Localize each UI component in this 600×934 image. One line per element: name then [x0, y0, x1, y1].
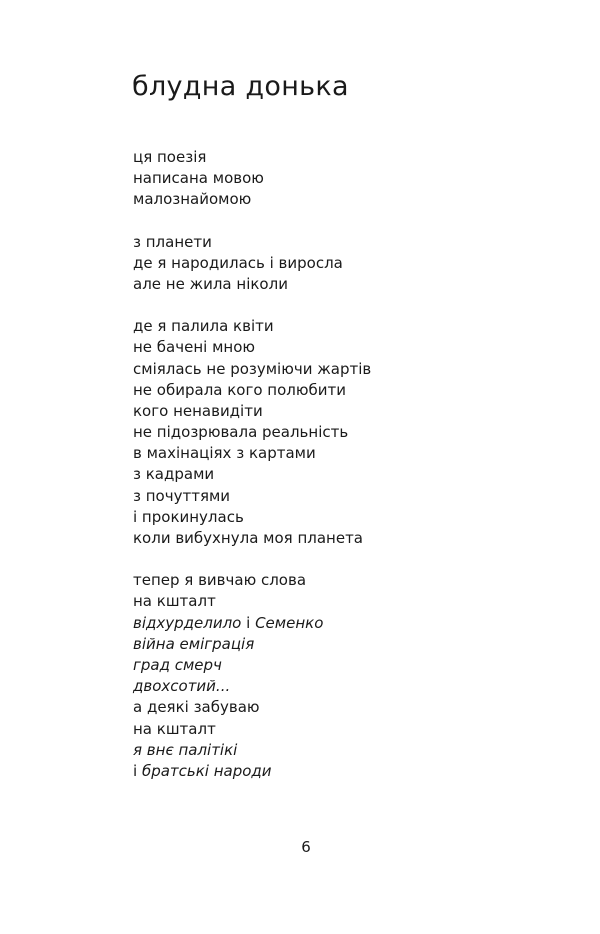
poem-line — [133, 676, 553, 697]
poem-line — [133, 189, 553, 210]
poem-line — [133, 359, 553, 380]
stanza — [133, 316, 553, 549]
line-text-italic: братські народи — [141, 761, 272, 780]
line-text: і прокинулась — [133, 507, 244, 526]
poem-line — [133, 740, 553, 761]
poem-line — [133, 464, 553, 485]
line-text-italic: двохсотий... — [133, 677, 231, 696]
line-text: не обирала кого полюбити — [133, 380, 346, 399]
poem-line — [133, 422, 553, 443]
stanza — [133, 232, 553, 296]
line-text: де я народилась і виросла — [133, 253, 343, 272]
line-text-italic: війна еміграція — [133, 634, 255, 653]
line-text: і — [133, 761, 142, 780]
line-text: написана мовою — [133, 169, 264, 188]
line-text-italic: я внє палітікі — [133, 740, 238, 759]
poem-line — [133, 253, 553, 274]
line-text: з планети — [133, 232, 212, 251]
poem-body — [133, 147, 553, 803]
line-text: і — [241, 613, 256, 632]
poem-line — [133, 147, 553, 168]
poem-line — [133, 719, 553, 740]
poem-line — [133, 570, 553, 591]
poem-line — [133, 697, 553, 718]
line-text: тепер я вивчаю слова — [133, 571, 307, 590]
line-text: малознайомою — [133, 190, 252, 209]
line-text: з кадрами — [133, 465, 215, 484]
line-text: на кшталт — [133, 592, 216, 611]
stanza — [133, 570, 553, 782]
line-text: коли вибухнула моя планета — [133, 529, 364, 547]
line-text: кого ненавидіти — [133, 401, 263, 420]
line-text: ця поезія — [133, 148, 207, 166]
poem-line — [133, 528, 553, 549]
page-number: 6 — [301, 838, 311, 856]
poem-title: блудна донька — [132, 71, 349, 102]
line-text: на кшталт — [133, 719, 216, 738]
line-text-italic: Семенко — [255, 613, 324, 632]
line-text-italic: град смерч — [133, 655, 222, 674]
line-text: не підозрювала реальність — [133, 423, 349, 442]
poem-line — [133, 401, 553, 422]
poem-line — [133, 168, 553, 189]
line-text: не бачені мною — [133, 338, 256, 357]
poem-line — [133, 316, 553, 337]
poem-line — [133, 613, 553, 634]
poem-line — [133, 655, 553, 676]
line-text: де я палила квіти — [133, 317, 274, 336]
poem-line — [133, 337, 553, 358]
line-text: в махінаціях з картами — [133, 444, 316, 463]
poem-line — [133, 232, 553, 253]
stanza — [133, 147, 553, 211]
poem-line — [133, 591, 553, 612]
line-text-italic: відхурделило — [133, 613, 242, 632]
poem-line — [133, 443, 553, 464]
poem-line — [133, 634, 553, 655]
poem-line — [133, 274, 553, 295]
poem-line — [133, 507, 553, 528]
poem-line — [133, 761, 553, 782]
line-text: але не жила ніколи — [133, 274, 288, 293]
line-text: з почуттями — [133, 486, 231, 505]
poem-line — [133, 380, 553, 401]
line-text: а деякі забуваю — [133, 698, 260, 717]
line-text: сміялась не розуміючи жартів — [133, 359, 372, 378]
poem-line — [133, 486, 553, 507]
